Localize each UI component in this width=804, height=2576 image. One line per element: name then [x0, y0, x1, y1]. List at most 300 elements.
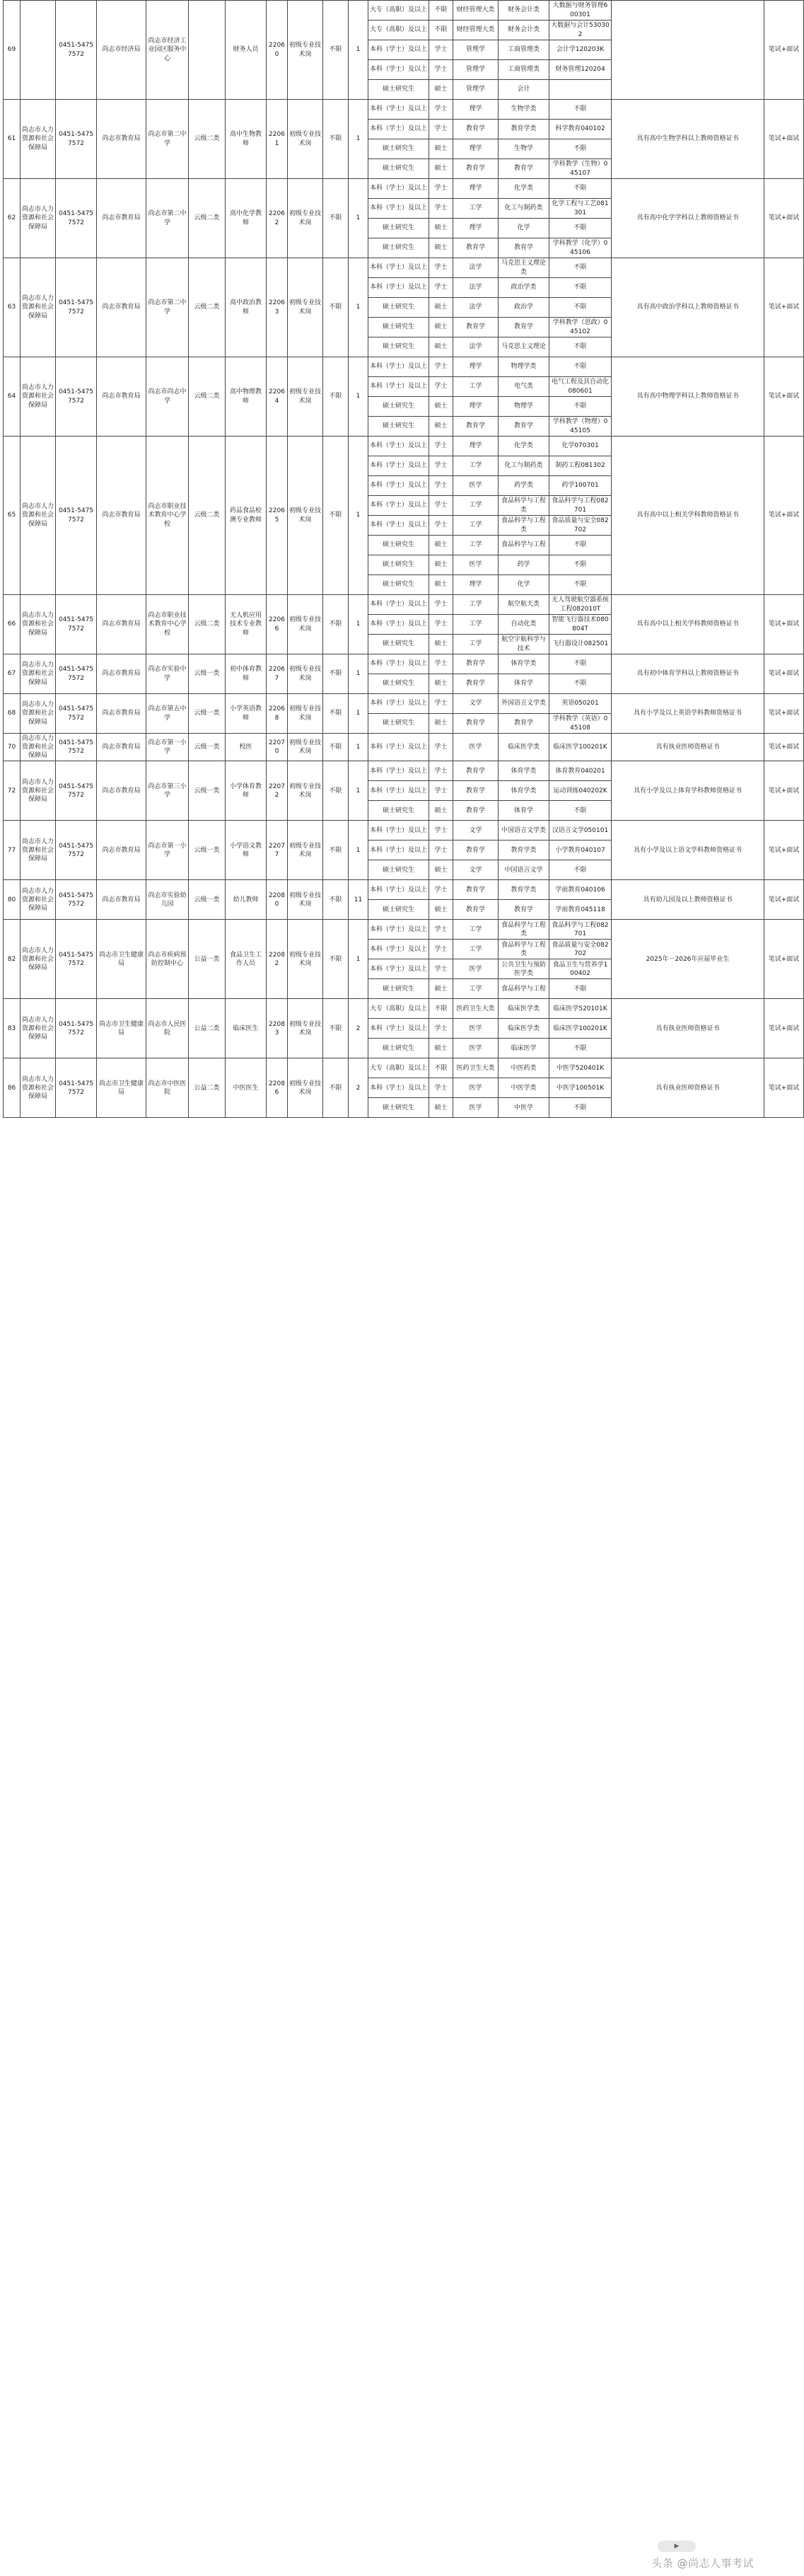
cell-unit: 尚志市人力资源和社会保障局 [21, 761, 56, 821]
cell-exam: 初级专业技术岗 [288, 100, 323, 179]
cell-dept: 尚志市教育局 [97, 761, 146, 821]
cell-req-4: 不限 [549, 555, 612, 575]
cell-req-0: 硕士研究生 [368, 397, 429, 417]
cell-req-3: 教育学类 [499, 120, 549, 139]
cell-req-4: 汉语言文学050101 [549, 821, 612, 841]
cell-req-3: 马克思主义理论类 [499, 258, 549, 278]
cell-req-3: 教育学 [499, 714, 549, 734]
cell-req-0: 本科（学士）及以上 [368, 734, 429, 761]
cell-school: 尚志市职业技术教育中心学校 [146, 437, 189, 595]
cell-req-4: 不限 [549, 397, 612, 417]
cell-test: 笔试+面试 [764, 437, 804, 595]
cell-req-2: 工学 [453, 615, 499, 635]
cell-code: 22062 [267, 179, 288, 258]
cell-note: 具有初中体育学科以上教师资格证书 [612, 654, 764, 694]
cell-req-1: 学士 [429, 496, 453, 516]
cell-req-4: 智能飞行器技术080804T [549, 615, 612, 635]
cell-id: 72 [4, 761, 21, 821]
cell-req-1: 学士 [429, 100, 453, 120]
cell-req-1: 不限 [429, 21, 453, 40]
cell-req-2: 理学 [453, 179, 499, 199]
cell-req-3: 中医学 [499, 1098, 549, 1118]
cell-req-1: 硕士 [429, 397, 453, 417]
cell-id: 82 [4, 920, 21, 999]
cell-req-3: 体育学 [499, 801, 549, 821]
cell-count: 1 [349, 920, 368, 999]
cell-req-3: 电气类 [499, 377, 549, 397]
cell-id: 66 [4, 595, 21, 654]
cell-code: 22082 [267, 920, 288, 999]
cell-req-3: 中医药类 [499, 1058, 549, 1078]
cell-req-1: 学士 [429, 734, 453, 761]
cell-req-1: 硕士 [429, 536, 453, 555]
cell-req-0: 硕士研究生 [368, 1098, 429, 1118]
cell-count: 1 [349, 734, 368, 761]
cell-level: 云级一类 [189, 821, 226, 880]
cell-req-0: 硕士研究生 [368, 80, 429, 100]
table-row [4, 437, 804, 456]
cell-req-0: 硕士研究生 [368, 979, 429, 999]
cell-req-1: 学士 [429, 841, 453, 860]
cell-req-1: 硕士 [429, 298, 453, 318]
cell-req-2: 法学 [453, 337, 499, 357]
cell-req-4: 化学070301 [549, 437, 612, 456]
cell-req-4: 体育教育040201 [549, 761, 612, 781]
cell-dept: 尚志市教育局 [97, 100, 146, 179]
cell-req-3: 体育学类 [499, 761, 549, 781]
cell-req-1: 学士 [429, 595, 453, 615]
cell-school: 尚志市疾病预防控制中心 [146, 920, 189, 999]
cell-unit: 尚志市人力资源和社会保障局 [21, 734, 56, 761]
cell-school: 尚志市第一小学 [146, 821, 189, 880]
cell-req-0: 本科（学士）及以上 [368, 357, 429, 377]
cell-phone: 0451-54757572 [56, 258, 97, 357]
cell-req-3: 自动化类 [499, 615, 549, 635]
cell-req-0: 硕士研究生 [368, 555, 429, 575]
cell-count: 1 [349, 761, 368, 821]
cell-post: 高中物理教师 [226, 357, 267, 437]
cell-req-3: 中医学类 [499, 1078, 549, 1098]
cell-req-0: 硕士研究生 [368, 1039, 429, 1058]
cell-req-3: 药学 [499, 555, 549, 575]
cell-exam: 初级专业技术岗 [288, 179, 323, 258]
cell-req-1: 硕士 [429, 555, 453, 575]
cell-req-3: 临床医学 [499, 1039, 549, 1058]
table-row [4, 179, 804, 199]
cell-test: 笔试+面试 [764, 999, 804, 1058]
cell-school: 尚志市尚志中学 [146, 357, 189, 437]
cell-school: 尚志市第三小学 [146, 761, 189, 821]
cell-req-3: 教育学类 [499, 841, 549, 860]
cell-exam: 初级专业技术岗 [288, 734, 323, 761]
cell-phone: 0451-54757572 [56, 595, 97, 654]
cell-phone: 0451-54757572 [56, 920, 97, 999]
cell-req-1: 学士 [429, 880, 453, 900]
cell-req-3: 药学类 [499, 476, 549, 496]
cell-phone: 0451-54757572 [56, 880, 97, 920]
cell-req-1: 硕士 [429, 80, 453, 100]
cell-phone: 0451-54757572 [56, 734, 97, 761]
cell-sex: 不限 [323, 734, 349, 761]
cell-sex: 不限 [323, 821, 349, 880]
cell-req-0: 硕士研究生 [368, 318, 429, 337]
cell-req-1: 学士 [429, 278, 453, 298]
table-row [4, 880, 804, 900]
cell-phone: 0451-54757572 [56, 357, 97, 437]
cell-school: 尚志市第五中学 [146, 694, 189, 734]
cell-req-2: 工学 [453, 456, 499, 476]
cell-req-0: 本科（学士）及以上 [368, 40, 429, 60]
cell-req-0: 本科（学士）及以上 [368, 496, 429, 516]
cell-req-4: 科学教育040102 [549, 120, 612, 139]
cell-req-4: 会计学120203K [549, 40, 612, 60]
cell-phone: 0451-54757572 [56, 437, 97, 595]
cell-req-4: 不限 [549, 860, 612, 880]
cell-req-2: 文学 [453, 821, 499, 841]
cell-exam: 初级专业技术岗 [288, 821, 323, 880]
cell-test: 笔试+面试 [764, 821, 804, 880]
cell-note: 具有高中生物学科以上教师资格证书 [612, 100, 764, 179]
cell-req-2: 医学 [453, 555, 499, 575]
cell-dept: 尚志市教育局 [97, 595, 146, 654]
cell-count: 11 [349, 880, 368, 920]
cell-unit: 尚志市人力资源和社会保障局 [21, 654, 56, 694]
cell-req-2: 教育学 [453, 674, 499, 694]
cell-code: 22086 [267, 1058, 288, 1118]
cell-sex: 不限 [323, 437, 349, 595]
cell-req-4: 食品科学与工程082701 [549, 920, 612, 940]
cell-note: 具有高中以上相关学科教师资格证书 [612, 437, 764, 595]
cell-dept: 尚志市教育局 [97, 179, 146, 258]
cell-req-2: 教育学 [453, 880, 499, 900]
cell-req-1: 不限 [429, 1, 453, 21]
cell-req-1: 学士 [429, 615, 453, 635]
cell-id: 62 [4, 179, 21, 258]
cell-req-0: 大专（高职）及以上 [368, 1058, 429, 1078]
cell-req-0: 大专（高职）及以上 [368, 999, 429, 1019]
cell-req-2: 教育学 [453, 781, 499, 801]
cell-level: 云级一类 [189, 734, 226, 761]
cell-dept: 尚志市教育局 [97, 821, 146, 880]
cell-req-2: 工学 [453, 377, 499, 397]
cell-level: 云级二类 [189, 258, 226, 357]
cell-req-1: 学士 [429, 920, 453, 940]
cell-req-3: 中国语言文学类 [499, 821, 549, 841]
cell-post: 高中化学教师 [226, 179, 267, 258]
cell-code: 22067 [267, 654, 288, 694]
table-row [4, 734, 804, 761]
cell-req-0: 硕士研究生 [368, 298, 429, 318]
cell-req-3: 航空航天类 [499, 595, 549, 615]
cell-req-0: 本科（学士）及以上 [368, 60, 429, 80]
cell-dept: 尚志市经济局 [97, 1, 146, 100]
cell-school: 尚志市经济工业园区服务中心 [146, 1, 189, 100]
cell-sex: 不限 [323, 179, 349, 258]
cell-id: 64 [4, 357, 21, 437]
cell-req-4: 中医学100501K [549, 1078, 612, 1098]
cell-req-1: 学士 [429, 40, 453, 60]
cell-req-2: 法学 [453, 258, 499, 278]
cell-req-4: 不限 [549, 179, 612, 199]
cell-req-4: 药学100701 [549, 476, 612, 496]
cell-req-4: 英语050201 [549, 694, 612, 714]
cell-req-3: 食品科学与工程类 [499, 496, 549, 516]
table-row [4, 357, 804, 377]
cell-school: 尚志市实验中学 [146, 654, 189, 694]
cell-unit: 尚志市人力资源和社会保障局 [21, 258, 56, 357]
cell-dept: 尚志市教育局 [97, 437, 146, 595]
cell-req-0: 大专（高职）及以上 [368, 21, 429, 40]
cell-unit: 尚志市人力资源和社会保障局 [21, 880, 56, 920]
cell-req-0: 本科（学士）及以上 [368, 595, 429, 615]
cell-note [612, 1, 764, 100]
cell-req-3: 化学类 [499, 437, 549, 456]
cell-test: 笔试+面试 [764, 920, 804, 999]
cell-post: 小学体育教师 [226, 761, 267, 821]
cell-req-0: 硕士研究生 [368, 219, 429, 238]
cell-req-1: 硕士 [429, 139, 453, 159]
cell-req-3: 食品科学与工程类 [499, 516, 549, 536]
cell-req-4: 不限 [549, 100, 612, 120]
cell-req-4: 运动训练040202K [549, 781, 612, 801]
cell-req-4: 不限 [549, 654, 612, 674]
cell-post: 财务人员 [226, 1, 267, 100]
cell-code: 22070 [267, 734, 288, 761]
cell-req-4: 不限 [549, 1098, 612, 1118]
cell-req-3: 体育学类 [499, 654, 549, 674]
cell-count: 1 [349, 357, 368, 437]
cell-req-1: 硕士 [429, 714, 453, 734]
cell-level: 公益二类 [189, 1058, 226, 1118]
cell-code: 22080 [267, 880, 288, 920]
cell-req-0: 硕士研究生 [368, 238, 429, 258]
cell-level [189, 1, 226, 100]
cell-req-4: 化学工程与工艺081301 [549, 199, 612, 219]
cell-unit: 尚志市人力资源和社会保障局 [21, 821, 56, 880]
cell-req-0: 本科（学士）及以上 [368, 1019, 429, 1039]
cell-req-4: 学科教学（英语）045108 [549, 714, 612, 734]
cell-req-4: 中医学520401K [549, 1058, 612, 1078]
cell-req-2: 管理学 [453, 60, 499, 80]
cell-count: 1 [349, 1, 368, 100]
cell-req-3: 工商管理类 [499, 60, 549, 80]
cell-phone: 0451-54757572 [56, 761, 97, 821]
cell-req-4: 无人驾驶航空器系统工程082010T [549, 595, 612, 615]
cell-sex: 不限 [323, 258, 349, 357]
cell-req-2: 工学 [453, 979, 499, 999]
cell-req-2: 理学 [453, 139, 499, 159]
cell-req-4: 学科教学（物理）045105 [549, 417, 612, 437]
cell-req-3: 外国语言文学类 [499, 694, 549, 714]
cell-school: 尚志市第二中学 [146, 100, 189, 179]
cell-req-1: 学士 [429, 357, 453, 377]
cell-exam: 初级专业技术岗 [288, 880, 323, 920]
cell-phone: 0451-54757572 [56, 179, 97, 258]
cell-school: 尚志市实验幼儿园 [146, 880, 189, 920]
cell-post: 食品卫生工作人员 [226, 920, 267, 999]
cell-req-1: 硕士 [429, 801, 453, 821]
cell-id: 68 [4, 694, 21, 734]
cell-unit: 尚志市人力资源和社会保障局 [21, 595, 56, 654]
cell-id: 70 [4, 734, 21, 761]
cell-req-0: 硕士研究生 [368, 674, 429, 694]
cell-code: 22083 [267, 999, 288, 1058]
cell-test: 笔试+面试 [764, 357, 804, 437]
cell-req-2: 理学 [453, 437, 499, 456]
cell-req-1: 硕士 [429, 674, 453, 694]
cell-post: 临床医生 [226, 999, 267, 1058]
cell-code: 22060 [267, 1, 288, 100]
cell-exam: 初级专业技术岗 [288, 258, 323, 357]
cell-req-4: 食品卫生与营养学100402 [549, 959, 612, 979]
cell-req-4: 小学教育040107 [549, 841, 612, 860]
cell-count: 2 [349, 999, 368, 1058]
cell-note: 具有高中政治学科以上教师资格证书 [612, 258, 764, 357]
cell-level: 云级二类 [189, 437, 226, 595]
cell-dept: 尚志市卫生健康局 [97, 920, 146, 999]
cell-req-3: 化学 [499, 575, 549, 595]
recruitment-table [3, 0, 804, 1118]
cell-test: 笔试+面试 [764, 654, 804, 694]
cell-unit: 尚志市人力资源和社会保障局 [21, 920, 56, 999]
cell-sex: 不限 [323, 595, 349, 654]
cell-level: 云级一类 [189, 694, 226, 734]
cell-test: 笔试+面试 [764, 761, 804, 821]
cell-sex: 不限 [323, 694, 349, 734]
cell-req-3: 化工与制药类 [499, 199, 549, 219]
cell-test: 笔试+面试 [764, 734, 804, 761]
cell-req-0: 硕士研究生 [368, 417, 429, 437]
cell-level: 公益一类 [189, 920, 226, 999]
cell-req-2: 教育学 [453, 900, 499, 920]
cell-req-1: 学士 [429, 761, 453, 781]
cell-count: 1 [349, 821, 368, 880]
cell-dept: 尚志市教育局 [97, 694, 146, 734]
cell-req-1: 不限 [429, 999, 453, 1019]
cell-req-0: 本科（学士）及以上 [368, 100, 429, 120]
cell-level: 云级一类 [189, 654, 226, 694]
cell-code: 22068 [267, 694, 288, 734]
cell-post: 无人机应用技术专业教师 [226, 595, 267, 654]
cell-req-0: 本科（学士）及以上 [368, 437, 429, 456]
cell-sex: 不限 [323, 100, 349, 179]
cell-post: 校医 [226, 734, 267, 761]
cell-req-0: 本科（学士）及以上 [368, 120, 429, 139]
cell-level: 云级二类 [189, 595, 226, 654]
cell-req-1: 学士 [429, 654, 453, 674]
cell-req-1: 不限 [429, 1058, 453, 1078]
cell-req-0: 本科（学士）及以上 [368, 1078, 429, 1098]
cell-exam: 初级专业技术岗 [288, 595, 323, 654]
cell-test: 笔试+面试 [764, 100, 804, 179]
cell-req-4: 学科教学（思政）045102 [549, 318, 612, 337]
cell-req-1: 硕士 [429, 1098, 453, 1118]
cell-req-3: 物理学类 [499, 357, 549, 377]
table-row [4, 258, 804, 278]
cell-post: 高中政治教师 [226, 258, 267, 357]
cell-dept: 尚志市卫生健康局 [97, 999, 146, 1058]
cell-code: 22072 [267, 761, 288, 821]
cell-req-1: 学士 [429, 940, 453, 959]
cell-req-1: 学士 [429, 258, 453, 278]
cell-exam: 初级专业技术岗 [288, 654, 323, 694]
cell-id: 65 [4, 437, 21, 595]
cell-exam: 初级专业技术岗 [288, 999, 323, 1058]
cell-req-0: 本科（学士）及以上 [368, 959, 429, 979]
table-row [4, 654, 804, 674]
cell-req-4: 临床医学520101K [549, 999, 612, 1019]
cell-count: 1 [349, 694, 368, 734]
cell-req-2: 教育学 [453, 801, 499, 821]
cell-req-1: 硕士 [429, 860, 453, 880]
cell-exam: 初级专业技术岗 [288, 1, 323, 100]
cell-school: 尚志市第二中学 [146, 258, 189, 357]
cell-count: 1 [349, 100, 368, 179]
cell-req-2: 医药卫生大类 [453, 999, 499, 1019]
cell-req-2: 法学 [453, 298, 499, 318]
cell-req-1: 学士 [429, 516, 453, 536]
cell-sex: 不限 [323, 999, 349, 1058]
cell-req-3: 教育学 [499, 417, 549, 437]
cell-req-3: 马克思主义理论 [499, 337, 549, 357]
cell-count: 1 [349, 258, 368, 357]
cell-req-4: 不限 [549, 139, 612, 159]
cell-req-2: 教育学 [453, 714, 499, 734]
cell-req-0: 本科（学士）及以上 [368, 377, 429, 397]
cell-req-0: 硕士研究生 [368, 159, 429, 179]
cell-req-2: 工学 [453, 920, 499, 940]
cell-req-3: 食品科学与工程 [499, 536, 549, 555]
cell-req-0: 本科（学士）及以上 [368, 654, 429, 674]
cell-req-2: 教育学 [453, 417, 499, 437]
cell-req-4: 不限 [549, 1039, 612, 1058]
cell-unit: 尚志市人力资源和社会保障局 [21, 694, 56, 734]
table-row [4, 100, 804, 120]
cell-req-2: 医学 [453, 734, 499, 761]
cell-sex: 不限 [323, 654, 349, 694]
cell-req-0: 本科（学士）及以上 [368, 940, 429, 959]
cell-id: 67 [4, 654, 21, 694]
cell-id: 63 [4, 258, 21, 357]
cell-sex: 不限 [323, 920, 349, 999]
cell-req-2: 文学 [453, 860, 499, 880]
cell-req-1: 硕士 [429, 635, 453, 654]
cell-school: 尚志市中医医院 [146, 1058, 189, 1118]
cell-id: 61 [4, 100, 21, 179]
cell-req-3: 政治学 [499, 298, 549, 318]
cell-req-0: 本科（学士）及以上 [368, 615, 429, 635]
cell-req-2: 财经管理大类 [453, 1, 499, 21]
cell-post: 初中体育教师 [226, 654, 267, 694]
cell-req-3: 航空宇航科学与技术 [499, 635, 549, 654]
cell-req-4: 学科教学（生物）045107 [549, 159, 612, 179]
cell-req-0: 硕士研究生 [368, 801, 429, 821]
cell-sex: 不限 [323, 1, 349, 100]
cell-req-4: 学前教育040106 [549, 880, 612, 900]
cell-req-1: 学士 [429, 60, 453, 80]
cell-req-1: 学士 [429, 694, 453, 714]
cell-phone: 0451-54757572 [56, 1, 97, 100]
cell-test: 笔试+面试 [764, 1, 804, 100]
cell-req-4: 不限 [549, 278, 612, 298]
cell-req-4: 食品科学与工程082701 [549, 496, 612, 516]
cell-id: 69 [4, 1, 21, 100]
cell-req-3: 临床医学类 [499, 999, 549, 1019]
cell-req-2: 教育学 [453, 238, 499, 258]
cell-req-2: 工学 [453, 940, 499, 959]
cell-note: 具有高中以上相关学科教师资格证书 [612, 595, 764, 654]
cell-req-1: 学士 [429, 456, 453, 476]
